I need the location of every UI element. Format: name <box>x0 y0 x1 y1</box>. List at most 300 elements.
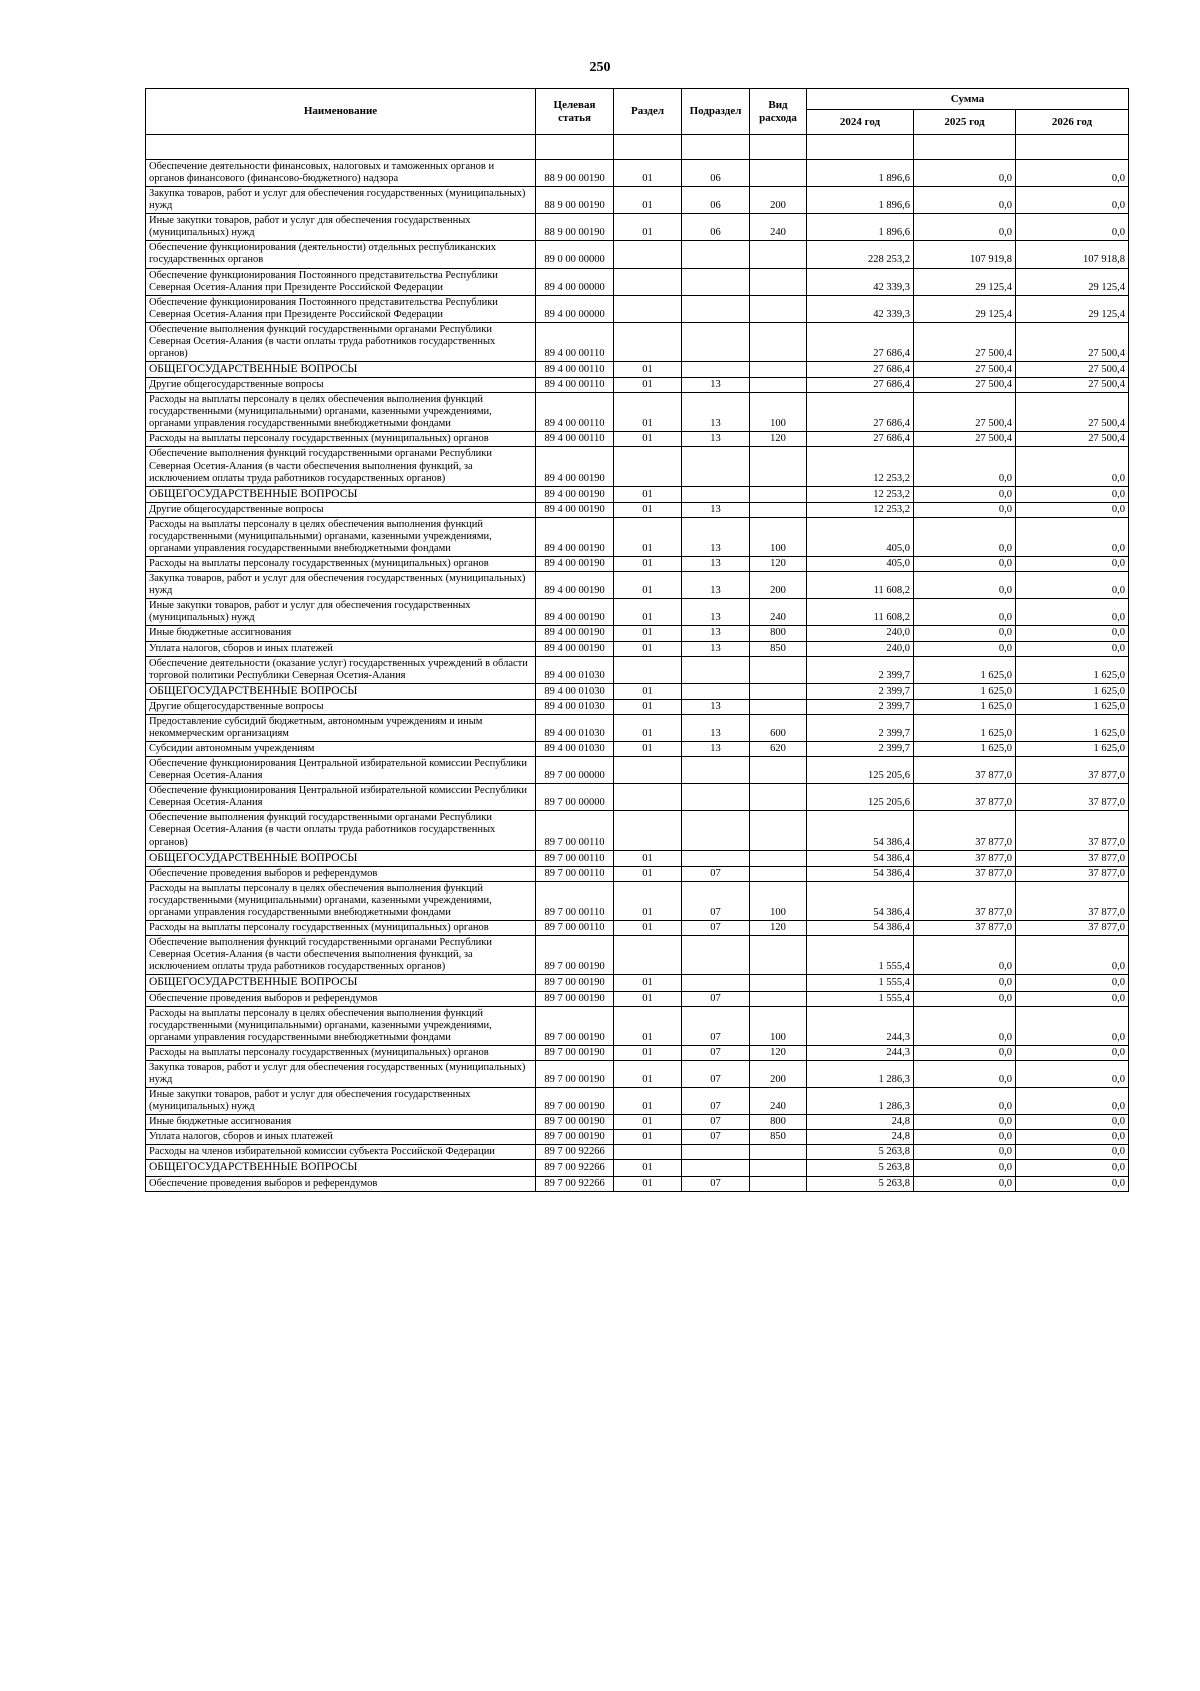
cell-sum-2025: 27 500,4 <box>914 378 1016 393</box>
cell-target: 89 7 00 00190 <box>536 936 614 975</box>
cell-target: 89 4 00 01030 <box>536 742 614 757</box>
page-number: 250 <box>589 60 611 75</box>
cell-sum-2024: 1 896,6 <box>807 214 914 241</box>
cell-expense-type <box>750 1145 807 1160</box>
cell-subsection <box>682 1145 750 1160</box>
cell-target: 89 7 00 00110 <box>536 811 614 850</box>
cell-expense-type: 800 <box>750 626 807 641</box>
table-row <box>146 557 1129 572</box>
table-row <box>146 214 1129 241</box>
cell-name: Обеспечение функционирования Постоянного представительства Республики Северная Осетия-Алания при Президенте Российской Федерации <box>146 268 536 295</box>
cell-expense-type <box>750 683 807 699</box>
table-row <box>146 187 1129 214</box>
cell-expense-type: 100 <box>750 1006 807 1045</box>
cell-sum-2026: 0,0 <box>1016 447 1129 486</box>
table-row <box>146 241 1129 268</box>
cell-expense-type <box>750 991 807 1006</box>
cell-name: Расходы на выплаты персоналу государственных (муниципальных) органов <box>146 1045 536 1060</box>
cell-sum-2024: 240,0 <box>807 626 914 641</box>
cell-section: 01 <box>614 361 682 377</box>
cell-subsection: 07 <box>682 1087 750 1114</box>
header-subsection: Подраздел <box>682 89 750 135</box>
cell-sum-2026: 27 500,4 <box>1016 432 1129 447</box>
cell-section: 01 <box>614 1176 682 1191</box>
cell-name: Иные закупки товаров, работ и услуг для обеспечения государственных (муниципальных) нужд <box>146 599 536 626</box>
cell-sum-2026: 37 877,0 <box>1016 784 1129 811</box>
cell-section: 01 <box>614 1115 682 1130</box>
table-row <box>146 1160 1129 1176</box>
cell-name: Расходы на выплаты персоналу государственных (муниципальных) органов <box>146 432 536 447</box>
cell-sum-2024: 54 386,4 <box>807 811 914 850</box>
cell-sum-2024: 12 253,2 <box>807 447 914 486</box>
cell-name: Обеспечение деятельности (оказание услуг) государственных учреждений в области торговой политики Республики Северная Осетия-Алания <box>146 656 536 683</box>
cell-expense-type <box>750 850 807 866</box>
cell-sum-2024: 42 339,3 <box>807 295 914 322</box>
cell-subsection <box>682 1160 750 1176</box>
cell-sum-2026: 0,0 <box>1016 517 1129 556</box>
cell-sum-2026: 0,0 <box>1016 1006 1129 1045</box>
cell-subsection: 13 <box>682 714 750 741</box>
cell-expense-type: 120 <box>750 1045 807 1060</box>
cell-subsection: 07 <box>682 921 750 936</box>
cell-sum-2026: 37 877,0 <box>1016 850 1129 866</box>
cell-subsection: 07 <box>682 991 750 1006</box>
cell-target: 89 7 00 00190 <box>536 1115 614 1130</box>
cell-expense-type <box>750 486 807 502</box>
cell-name: Обеспечение проведения выборов и референдумов <box>146 866 536 881</box>
cell-expense-type <box>750 361 807 377</box>
table-row <box>146 811 1129 850</box>
cell-sum-2026: 29 125,4 <box>1016 295 1129 322</box>
cell-name: ОБЩЕГОСУДАРСТВЕННЫЕ ВОПРОСЫ <box>146 1160 536 1176</box>
cell-sum-2025: 0,0 <box>914 160 1016 187</box>
cell-sum-2024: 54 386,4 <box>807 921 914 936</box>
cell-sum-2024: 2 399,7 <box>807 699 914 714</box>
cell-target: 89 4 00 00190 <box>536 502 614 517</box>
cell-target: 89 4 00 00110 <box>536 432 614 447</box>
cell-section: 01 <box>614 1160 682 1176</box>
cell-expense-type <box>750 699 807 714</box>
cell-sum-2024: 27 686,4 <box>807 361 914 377</box>
table-row <box>146 742 1129 757</box>
cell-expense-type <box>750 757 807 784</box>
cell-sum-2026: 0,0 <box>1016 975 1129 991</box>
cell-sum-2024: 5 263,8 <box>807 1145 914 1160</box>
cell-subsection: 13 <box>682 557 750 572</box>
cell-expense-type: 240 <box>750 1087 807 1114</box>
cell-sum-2026: 107 918,8 <box>1016 241 1129 268</box>
table-row <box>146 757 1129 784</box>
cell-subsection <box>682 683 750 699</box>
cell-section <box>614 811 682 850</box>
cell-name: Закупка товаров, работ и услуг для обеспечения государственных (муниципальных) нужд <box>146 1060 536 1087</box>
cell-sum-2024: 1 286,3 <box>807 1087 914 1114</box>
cell-sum-2024: 1 896,6 <box>807 160 914 187</box>
cell-section: 01 <box>614 714 682 741</box>
cell-section: 01 <box>614 1087 682 1114</box>
cell-name: Уплата налогов, сборов и иных платежей <box>146 641 536 656</box>
cell-expense-type <box>750 1160 807 1176</box>
cell-subsection: 07 <box>682 1045 750 1060</box>
cell-expense-type <box>750 866 807 881</box>
cell-target: 89 7 00 00110 <box>536 850 614 866</box>
table-header <box>146 89 1129 135</box>
cell-section <box>614 268 682 295</box>
cell-target: 89 4 00 00190 <box>536 517 614 556</box>
cell-name: Обеспечение выполнения функций государственными органами Республики Северная Осетия-Алания (в части оплаты труда работников государственных органов) <box>146 322 536 361</box>
cell-subsection: 13 <box>682 699 750 714</box>
cell-sum-2024: 27 686,4 <box>807 322 914 361</box>
cell-sum-2026: 37 877,0 <box>1016 921 1129 936</box>
cell-sum-2025: 37 877,0 <box>914 757 1016 784</box>
cell-sum-2025: 29 125,4 <box>914 295 1016 322</box>
cell-name: Уплата налогов, сборов и иных платежей <box>146 1130 536 1145</box>
cell-section: 01 <box>614 1130 682 1145</box>
cell-target: 89 4 00 00190 <box>536 486 614 502</box>
cell-name: Обеспечение деятельности финансовых, налоговых и таможенных органов и органов финансового (финансово-бюджетного) надзора <box>146 160 536 187</box>
cell-target: 89 7 00 00190 <box>536 991 614 1006</box>
cell-expense-type <box>750 656 807 683</box>
cell-sum-2026: 0,0 <box>1016 486 1129 502</box>
cell-expense-type <box>750 378 807 393</box>
cell-expense-type: 850 <box>750 1130 807 1145</box>
cell-sum-2026: 0,0 <box>1016 1115 1129 1130</box>
cell-subsection: 13 <box>682 432 750 447</box>
cell-expense-type: 200 <box>750 572 807 599</box>
cell-name: Обеспечение функционирования Центральной избирательной комиссии Республики Северная Осетия-Алания <box>146 757 536 784</box>
cell-name: Расходы на выплаты персоналу государственных (муниципальных) органов <box>146 921 536 936</box>
cell-target: 88 9 00 00190 <box>536 187 614 214</box>
cell-name: Обеспечение функционирования (деятельности) отдельных республиканских государственных органов <box>146 241 536 268</box>
cell-sum-2024: 1 896,6 <box>807 187 914 214</box>
cell-sum-2026: 0,0 <box>1016 160 1129 187</box>
cell-name: Обеспечение выполнения функций государственными органами Республики Северная Осетия-Алания (в части оплаты труда работников государственных органов) <box>146 811 536 850</box>
cell-sum-2024: 27 686,4 <box>807 432 914 447</box>
cell-target: 89 4 00 00190 <box>536 626 614 641</box>
cell-section: 01 <box>614 975 682 991</box>
cell-sum-2026: 1 625,0 <box>1016 714 1129 741</box>
budget-table <box>145 88 1129 1192</box>
table-row <box>146 1130 1129 1145</box>
cell-name: Расходы на выплаты персоналу в целях обеспечения выполнения функций государственными (муниципальными) органами, казенными учреждениями, органами управления государственными внебюджетными фондами <box>146 393 536 432</box>
table-row <box>146 921 1129 936</box>
cell-sum-2025: 37 877,0 <box>914 784 1016 811</box>
cell-subsection: 07 <box>682 1115 750 1130</box>
cell-sum-2026: 0,0 <box>1016 572 1129 599</box>
cell-name: Закупка товаров, работ и услуг для обеспечения государственных (муниципальных) нужд <box>146 572 536 599</box>
table-row <box>146 502 1129 517</box>
cell-subsection: 07 <box>682 1176 750 1191</box>
cell-target: 89 7 00 92266 <box>536 1160 614 1176</box>
cell-sum-2025: 37 877,0 <box>914 921 1016 936</box>
cell-section: 01 <box>614 1060 682 1087</box>
cell-subsection: 13 <box>682 641 750 656</box>
table-row <box>146 656 1129 683</box>
table-row <box>146 361 1129 377</box>
cell-name: Расходы на выплаты персоналу в целях обеспечения выполнения функций государственными (муниципальными) органами, казенными учреждениями, органами управления государственными внебюджетными фондами <box>146 881 536 920</box>
cell-target: 89 4 00 00110 <box>536 393 614 432</box>
cell-section: 01 <box>614 160 682 187</box>
cell-target: 89 7 00 92266 <box>536 1176 614 1191</box>
cell-target: 89 4 00 00190 <box>536 641 614 656</box>
cell-sum-2025: 0,0 <box>914 1087 1016 1114</box>
cell-sum-2025: 27 500,4 <box>914 393 1016 432</box>
cell-target: 89 4 00 00000 <box>536 268 614 295</box>
cell-sum-2025: 0,0 <box>914 572 1016 599</box>
table-row <box>146 1087 1129 1114</box>
cell-sum-2024: 240,0 <box>807 641 914 656</box>
cell-sum-2025: 0,0 <box>914 502 1016 517</box>
table-row <box>146 641 1129 656</box>
cell-sum-2025: 0,0 <box>914 486 1016 502</box>
cell-section: 01 <box>614 187 682 214</box>
cell-section <box>614 1145 682 1160</box>
cell-name: Субсидии автономным учреждениям <box>146 742 536 757</box>
cell-expense-type <box>750 811 807 850</box>
cell-section <box>614 295 682 322</box>
table-row <box>146 1145 1129 1160</box>
cell-sum-2025: 29 125,4 <box>914 268 1016 295</box>
cell-name: Другие общегосударственные вопросы <box>146 378 536 393</box>
cell-sum-2024: 2 399,7 <box>807 656 914 683</box>
cell-subsection: 07 <box>682 1006 750 1045</box>
table-row <box>146 295 1129 322</box>
table-row <box>146 599 1129 626</box>
cell-section: 01 <box>614 572 682 599</box>
cell-sum-2025: 27 500,4 <box>914 361 1016 377</box>
cell-target: 89 7 00 00190 <box>536 1045 614 1060</box>
cell-sum-2026: 1 625,0 <box>1016 656 1129 683</box>
table-row <box>146 1006 1129 1045</box>
cell-section <box>614 936 682 975</box>
cell-sum-2025: 0,0 <box>914 1006 1016 1045</box>
cell-sum-2024: 24,8 <box>807 1115 914 1130</box>
cell-target: 89 4 00 01030 <box>536 699 614 714</box>
cell-sum-2026: 0,0 <box>1016 1160 1129 1176</box>
cell-expense-type: 600 <box>750 714 807 741</box>
table-row <box>146 626 1129 641</box>
cell-target: 89 7 00 00190 <box>536 1006 614 1045</box>
cell-subsection <box>682 656 750 683</box>
cell-sum-2024: 11 608,2 <box>807 572 914 599</box>
cell-sum-2024: 1 555,4 <box>807 991 914 1006</box>
cell-sum-2026: 37 877,0 <box>1016 757 1129 784</box>
cell-sum-2024: 1 555,4 <box>807 975 914 991</box>
table-row <box>146 1176 1129 1191</box>
header-year-2025: 2025 год <box>914 110 1016 135</box>
cell-target: 89 7 00 00190 <box>536 1087 614 1114</box>
cell-expense-type <box>750 975 807 991</box>
cell-subsection: 13 <box>682 599 750 626</box>
cell-section: 01 <box>614 502 682 517</box>
cell-sum-2026: 37 877,0 <box>1016 881 1129 920</box>
header-section: Раздел <box>614 89 682 135</box>
cell-subsection: 13 <box>682 572 750 599</box>
cell-subsection <box>682 784 750 811</box>
cell-expense-type: 120 <box>750 921 807 936</box>
cell-sum-2024: 12 253,2 <box>807 486 914 502</box>
cell-name: Обеспечение проведения выборов и референдумов <box>146 1176 536 1191</box>
cell-sum-2025: 0,0 <box>914 626 1016 641</box>
table-row <box>146 683 1129 699</box>
cell-sum-2025: 0,0 <box>914 1130 1016 1145</box>
cell-expense-type: 200 <box>750 1060 807 1087</box>
table-row <box>146 322 1129 361</box>
cell-subsection <box>682 361 750 377</box>
table-row <box>146 936 1129 975</box>
cell-target: 89 7 00 00000 <box>536 784 614 811</box>
cell-section: 01 <box>614 517 682 556</box>
cell-sum-2024: 42 339,3 <box>807 268 914 295</box>
cell-expense-type: 850 <box>750 641 807 656</box>
cell-subsection <box>682 936 750 975</box>
cell-target: 89 7 00 00110 <box>536 881 614 920</box>
cell-expense-type <box>750 502 807 517</box>
cell-target: 89 4 00 00110 <box>536 361 614 377</box>
cell-sum-2024: 11 608,2 <box>807 599 914 626</box>
cell-sum-2025: 107 919,8 <box>914 241 1016 268</box>
cell-expense-type: 100 <box>750 393 807 432</box>
cell-sum-2025: 27 500,4 <box>914 322 1016 361</box>
cell-subsection <box>682 811 750 850</box>
cell-section: 01 <box>614 742 682 757</box>
cell-section: 01 <box>614 683 682 699</box>
cell-section: 01 <box>614 921 682 936</box>
cell-sum-2024: 405,0 <box>807 517 914 556</box>
cell-section: 01 <box>614 214 682 241</box>
cell-target: 89 4 00 00110 <box>536 322 614 361</box>
cell-sum-2025: 1 625,0 <box>914 683 1016 699</box>
cell-sum-2026: 1 625,0 <box>1016 683 1129 699</box>
cell-sum-2026: 0,0 <box>1016 641 1129 656</box>
cell-name: Расходы на членов избирательной комиссии субъекта Российской Федерации <box>146 1145 536 1160</box>
table-row <box>146 517 1129 556</box>
cell-target: 88 9 00 00190 <box>536 160 614 187</box>
cell-sum-2025: 37 877,0 <box>914 866 1016 881</box>
cell-sum-2026: 27 500,4 <box>1016 378 1129 393</box>
cell-sum-2026: 1 625,0 <box>1016 699 1129 714</box>
cell-section <box>614 757 682 784</box>
header-spacer-row <box>146 135 1129 160</box>
cell-sum-2025: 1 625,0 <box>914 742 1016 757</box>
cell-subsection: 06 <box>682 214 750 241</box>
cell-sum-2024: 125 205,6 <box>807 757 914 784</box>
cell-sum-2026: 0,0 <box>1016 599 1129 626</box>
cell-expense-type <box>750 268 807 295</box>
cell-target: 89 7 00 00190 <box>536 1130 614 1145</box>
cell-target: 89 7 00 00110 <box>536 866 614 881</box>
cell-sum-2026: 27 500,4 <box>1016 322 1129 361</box>
cell-expense-type: 100 <box>750 881 807 920</box>
cell-sum-2024: 125 205,6 <box>807 784 914 811</box>
cell-sum-2025: 27 500,4 <box>914 432 1016 447</box>
cell-section: 01 <box>614 1045 682 1060</box>
cell-expense-type <box>750 447 807 486</box>
cell-subsection: 07 <box>682 1060 750 1087</box>
cell-sum-2025: 0,0 <box>914 557 1016 572</box>
cell-name: Иные закупки товаров, работ и услуг для обеспечения государственных (муниципальных) нужд <box>146 214 536 241</box>
table-row <box>146 572 1129 599</box>
header-expense-type: Вид расхода <box>750 89 807 135</box>
cell-sum-2024: 5 263,8 <box>807 1176 914 1191</box>
cell-sum-2025: 0,0 <box>914 936 1016 975</box>
cell-target: 89 7 00 00190 <box>536 975 614 991</box>
header-sum: Сумма <box>807 89 1129 110</box>
cell-section: 01 <box>614 626 682 641</box>
cell-sum-2026: 27 500,4 <box>1016 393 1129 432</box>
cell-sum-2024: 2 399,7 <box>807 683 914 699</box>
cell-name: Обеспечение выполнения функций государственными органами Республики Северная Осетия-Алания (в части обеспечения выполнения функций, за исключением оплаты труда работников государственных органов) <box>146 447 536 486</box>
cell-expense-type <box>750 784 807 811</box>
cell-sum-2026: 0,0 <box>1016 502 1129 517</box>
cell-section: 01 <box>614 641 682 656</box>
cell-section: 01 <box>614 557 682 572</box>
cell-target: 89 7 00 00190 <box>536 1060 614 1087</box>
cell-sum-2024: 244,3 <box>807 1045 914 1060</box>
cell-subsection: 06 <box>682 160 750 187</box>
cell-target: 89 4 00 00190 <box>536 572 614 599</box>
cell-sum-2025: 0,0 <box>914 187 1016 214</box>
cell-name: ОБЩЕГОСУДАРСТВЕННЫЕ ВОПРОСЫ <box>146 850 536 866</box>
cell-section: 01 <box>614 850 682 866</box>
cell-sum-2026: 0,0 <box>1016 557 1129 572</box>
cell-target: 89 4 00 01030 <box>536 683 614 699</box>
table-row <box>146 486 1129 502</box>
cell-section <box>614 656 682 683</box>
cell-target: 89 7 00 00000 <box>536 757 614 784</box>
cell-sum-2026: 0,0 <box>1016 1145 1129 1160</box>
cell-sum-2026: 0,0 <box>1016 1045 1129 1060</box>
cell-sum-2024: 2 399,7 <box>807 714 914 741</box>
table-row <box>146 699 1129 714</box>
cell-subsection: 13 <box>682 393 750 432</box>
header-year-2026: 2026 год <box>1016 110 1129 135</box>
cell-name: Обеспечение проведения выборов и референдумов <box>146 991 536 1006</box>
cell-name: Расходы на выплаты персоналу в целях обеспечения выполнения функций государственными (муниципальными) органами, казенными учреждениями, органами управления государственными внебюджетными фондами <box>146 517 536 556</box>
cell-name: Иные бюджетные ассигнования <box>146 626 536 641</box>
table-row <box>146 160 1129 187</box>
cell-name: Другие общегосударственные вопросы <box>146 699 536 714</box>
cell-sum-2024: 12 253,2 <box>807 502 914 517</box>
cell-sum-2025: 0,0 <box>914 1145 1016 1160</box>
cell-sum-2026: 29 125,4 <box>1016 268 1129 295</box>
table-row <box>146 432 1129 447</box>
cell-section: 01 <box>614 393 682 432</box>
cell-name: Иные закупки товаров, работ и услуг для обеспечения государственных (муниципальных) нужд <box>146 1087 536 1114</box>
cell-sum-2025: 1 625,0 <box>914 656 1016 683</box>
cell-sum-2025: 0,0 <box>914 214 1016 241</box>
cell-sum-2025: 37 877,0 <box>914 811 1016 850</box>
cell-sum-2025: 37 877,0 <box>914 850 1016 866</box>
cell-subsection <box>682 975 750 991</box>
cell-name: ОБЩЕГОСУДАРСТВЕННЫЕ ВОПРОСЫ <box>146 683 536 699</box>
cell-sum-2025: 0,0 <box>914 599 1016 626</box>
cell-sum-2025: 0,0 <box>914 1115 1016 1130</box>
cell-name: Другие общегосударственные вопросы <box>146 502 536 517</box>
cell-sum-2024: 2 399,7 <box>807 742 914 757</box>
cell-sum-2025: 0,0 <box>914 641 1016 656</box>
cell-section: 01 <box>614 599 682 626</box>
cell-sum-2025: 37 877,0 <box>914 881 1016 920</box>
cell-sum-2024: 228 253,2 <box>807 241 914 268</box>
cell-expense-type <box>750 936 807 975</box>
cell-target: 89 4 00 01030 <box>536 714 614 741</box>
cell-section: 01 <box>614 881 682 920</box>
cell-sum-2025: 0,0 <box>914 447 1016 486</box>
table-row <box>146 784 1129 811</box>
cell-target: 89 7 00 92266 <box>536 1145 614 1160</box>
table-row <box>146 991 1129 1006</box>
